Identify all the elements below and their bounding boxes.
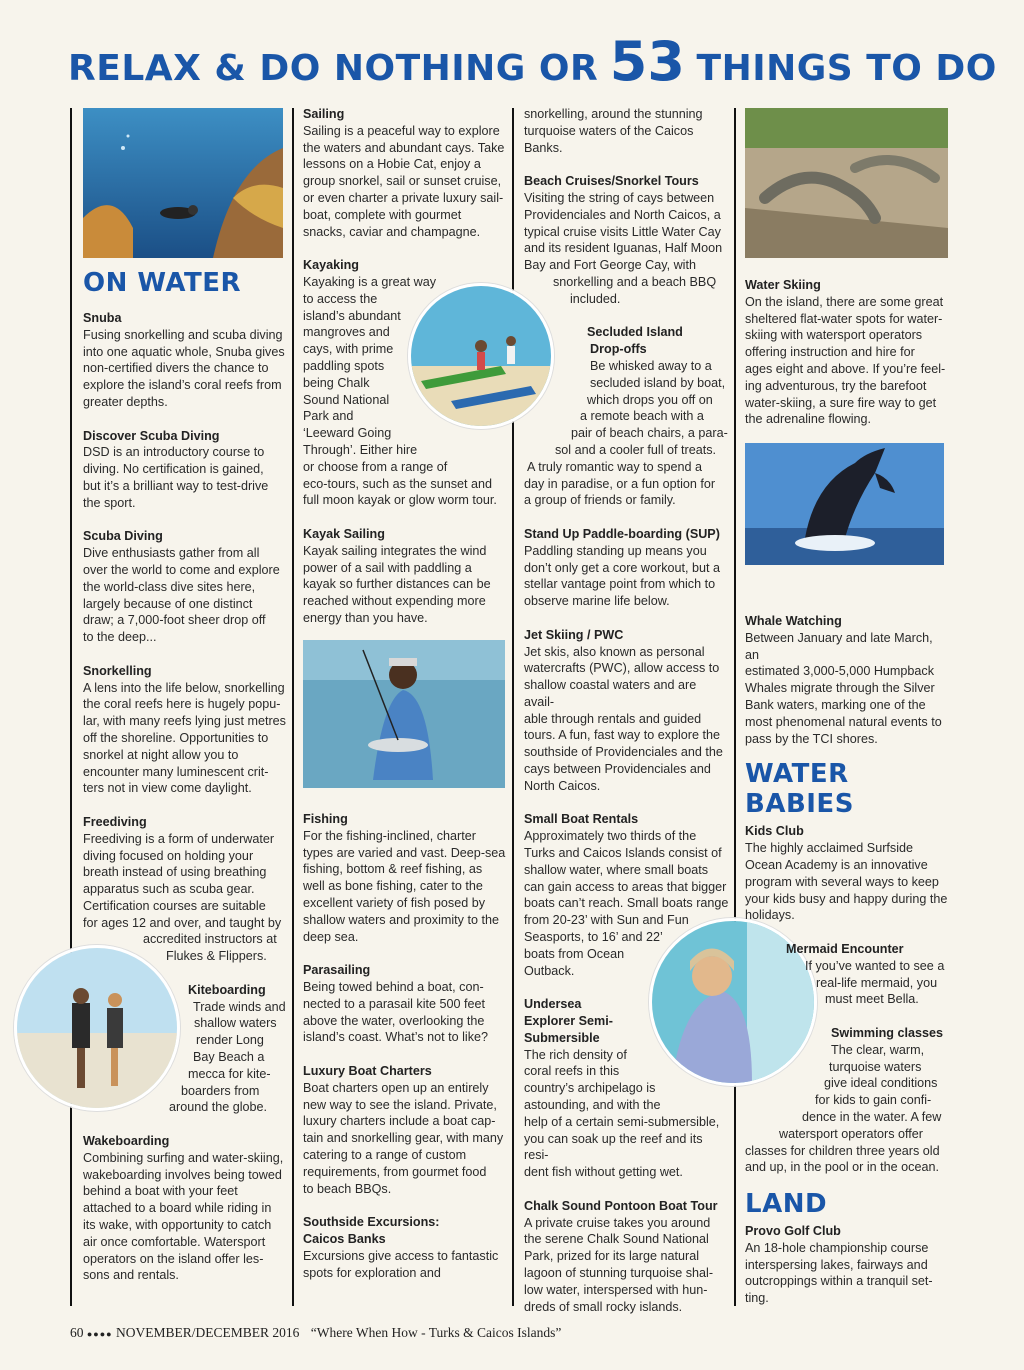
- snuba-heading: Snuba: [83, 311, 122, 325]
- kayaking-line: mangroves and: [303, 325, 390, 340]
- wakeboarding-line: Combining surfing and water-skiing,: [83, 1150, 284, 1165]
- article-water-skiing: [745, 277, 950, 428]
- waterski-line: the adrenaline flowing.: [745, 412, 872, 427]
- small-line: from 20-23’ with Sun and Fun: [524, 913, 689, 928]
- title-part2: THINGS TO DO: [696, 48, 997, 89]
- secluded-line: which drops you off on: [587, 392, 713, 407]
- freediving-line: Certification courses are suitable: [83, 898, 266, 913]
- section-land: LAND: [745, 1188, 828, 1219]
- section-water-babies: WATER BABIES: [745, 759, 854, 820]
- jetski-line: cays between Providenciales and: [524, 762, 711, 777]
- kiteboarding-line: render Long: [196, 1033, 264, 1048]
- secluded-line: pair of beach chairs, a para-: [571, 426, 728, 441]
- waterski-line: sheltered flat-water spots for water-: [745, 311, 943, 326]
- kayaking-line: Park and: [303, 409, 354, 424]
- kayak-sailing-line: reached without expending more: [303, 594, 486, 609]
- article-golf: [745, 1223, 950, 1307]
- undersea-line: coral reefs in this: [524, 1064, 620, 1079]
- dsd-heading: Discover Scuba Diving: [83, 428, 220, 443]
- freediving-line: Flukes & Flippers.: [166, 949, 267, 964]
- kiteboarding-line: mecca for kite-: [188, 1066, 271, 1081]
- jetski-line: able through rentals and guided: [524, 711, 702, 726]
- kayaking-line: being Chalk: [303, 375, 370, 390]
- column-rule-1: [70, 108, 72, 1306]
- golf-heading: Provo Golf Club: [745, 1223, 841, 1238]
- article-snuba: [83, 310, 288, 411]
- undersea-line: dent fish without getting wet.: [524, 1165, 683, 1180]
- snuba-line: non-certified divers the chance to: [83, 361, 269, 376]
- title-part1: RELAX & DO NOTHING OR: [68, 48, 599, 89]
- kayak-sailing-line: kayak so further distances can be: [303, 577, 491, 592]
- swim-line: for kids to gain confi-: [815, 1093, 932, 1108]
- snorkelling-line: lar, with many reefs lying just metres: [83, 714, 286, 729]
- kids-line: holidays.: [745, 908, 795, 923]
- snorkelling-line: A lens into the life below, snorkelling: [83, 680, 285, 695]
- chalk-line: low water, interspersed with hun-: [524, 1282, 708, 1297]
- luxury-line: luxury charters include a boat cap-: [303, 1114, 496, 1129]
- golf-line: ting.: [745, 1291, 769, 1306]
- wakeboarding-line: its wake, with opportunity to catch: [83, 1218, 272, 1233]
- article-caicos-cont: [524, 106, 729, 156]
- waterski-line: ing adventurous, try the barefoot: [745, 378, 927, 393]
- chalk-line: the serene Chalk Sound National: [524, 1232, 709, 1247]
- snuba-line: greater depths.: [83, 394, 168, 409]
- parasailing-line: island’s coast. What’s not to like?: [303, 1030, 489, 1045]
- whale-line: Whales migrate through the Silver: [745, 681, 935, 696]
- article-whale: [745, 613, 950, 747]
- article-kids-club: [745, 823, 950, 924]
- kids-heading: Kids Club: [745, 824, 804, 839]
- kids-line: program with several ways to keep: [745, 874, 939, 889]
- dsd-line: the sport.: [83, 495, 136, 510]
- fishing-line: well as bone fishing, cater to the: [303, 879, 483, 894]
- whale-photo: [745, 443, 944, 565]
- kayaking-line: paddling spots: [303, 358, 385, 373]
- parasailing-heading: Parasailing: [303, 963, 371, 978]
- swim-heading: Swimming classes: [831, 1025, 943, 1040]
- sailing-line: boat, complete with gourmet: [303, 207, 462, 222]
- column-2-lower: [303, 811, 508, 1298]
- kayaking-line: eco-tours, such as the sunset and: [303, 476, 493, 491]
- luxury-line: Boat charters open up an entirely: [303, 1080, 489, 1095]
- southside-line: spots for exploration and: [303, 1265, 441, 1280]
- scuba-diver-photo: [83, 108, 283, 258]
- freediving-heading: Freediving: [83, 814, 147, 829]
- section-on-water: ON WATER: [83, 268, 242, 298]
- kayaking-heading: Kayaking: [303, 258, 359, 273]
- article-snorkelling: [83, 663, 288, 797]
- small-heading: Small Boat Rentals: [524, 812, 639, 827]
- kayak-sailing-line: Kayak sailing integrates the wind: [303, 543, 487, 558]
- swim-line: turquoise waters: [829, 1059, 922, 1074]
- whale-heading: Whale Watching: [745, 614, 842, 628]
- kayaking-line: island’s abundant: [303, 308, 401, 323]
- jetski-line: watercrafts (PWC), allow access to: [524, 661, 720, 676]
- golf-line: outcroppings within a tranquil set-: [745, 1274, 933, 1289]
- title-number: 53: [609, 30, 685, 93]
- kayaking-line: cays, with prime: [303, 342, 394, 357]
- fishing-line: fishing, bottom & reef fishing, as: [303, 862, 483, 877]
- sailing-line: the waters and abundant cays. Take: [303, 140, 505, 155]
- page-footer: [70, 1325, 561, 1341]
- caicos-line: snorkelling, around the stunning: [524, 107, 703, 121]
- fishing-heading: Fishing: [303, 812, 348, 826]
- dsd-line: DSD is an introductory course to: [83, 445, 265, 460]
- waterski-line: On the island, there are some great: [745, 294, 944, 309]
- chalk-line: A private cruise takes you around: [524, 1215, 711, 1230]
- small-line: shallow water, where small boats: [524, 862, 709, 877]
- kayak-sailing-line: power of a sail with paddling a: [303, 560, 472, 575]
- article-scuba: [83, 528, 288, 646]
- secluded-line: secluded island by boat,: [590, 375, 726, 390]
- undersea-line: you can soak up the reef and its resi-: [524, 1131, 703, 1163]
- golf-line: interspersing lakes, fairways and: [745, 1257, 928, 1272]
- undersea-line: The rich density of: [524, 1047, 627, 1062]
- mermaid-line: real-life mermaid, you: [816, 975, 938, 990]
- kayak-sailing-heading: Kayak Sailing: [303, 526, 385, 541]
- snorkelling-heading: Snorkelling: [83, 663, 152, 678]
- column-2: [303, 106, 508, 644]
- swim-line: watersport operators offer: [779, 1126, 923, 1141]
- secluded-line: a remote beach with a: [580, 409, 704, 424]
- fishing-line: deep sea.: [303, 929, 359, 944]
- swim-line: The clear, warm,: [831, 1042, 925, 1057]
- article-wakeboarding: [83, 1133, 288, 1284]
- freediving-line: breath instead of using breathing: [83, 865, 267, 880]
- wakeboarding-line: wakeboarding involves being towed: [83, 1167, 282, 1182]
- chalk-heading: Chalk Sound Pontoon Boat Tour: [524, 1198, 718, 1213]
- beach-line: typical cruise visits Little Water Cay: [524, 224, 721, 239]
- kids-line: Ocean Academy is an innovative: [745, 857, 928, 872]
- page-title: [68, 30, 1018, 98]
- mermaid-line: If you’ve wanted to see a: [805, 958, 945, 973]
- secluded-line: a group of friends or family.: [524, 493, 676, 508]
- article-secluded: [524, 324, 729, 509]
- luxury-line: catering to a range of custom: [303, 1147, 467, 1162]
- snorkelling-line: snorkel at night allow you to: [83, 747, 239, 762]
- kiteboarding-line: Trade winds and: [193, 999, 286, 1014]
- undersea-line: country’s archipelago is: [524, 1081, 656, 1096]
- scuba-line: the world-class dive sites here,: [83, 579, 256, 594]
- freediving-line: accredited instructors at: [143, 932, 277, 947]
- sailing-line: Sailing is a peaceful way to explore: [303, 123, 500, 138]
- luxury-line: requirements, from gourmet food: [303, 1164, 487, 1179]
- jetski-line: shallow coastal waters and are avail-: [524, 678, 697, 709]
- fishing-line: excellent variety of fish posed by: [303, 895, 486, 910]
- footer-publication: “Where When How - Turks & Caicos Islands”: [310, 1325, 562, 1340]
- luxury-line: tain and snorkelling gear, with many: [303, 1131, 504, 1146]
- undersea-heading: Submersible: [524, 1030, 600, 1045]
- beach-line: Bay and Fort George Cay, with: [524, 258, 696, 273]
- kayaking-line: full moon kayak or glow worm tour.: [303, 493, 497, 508]
- freediving-line: diving focused on holding your: [83, 848, 254, 863]
- dsd-line: diving. No certification is gained,: [83, 462, 264, 477]
- article-southside: [303, 1214, 508, 1281]
- waterski-line: ages eight and above. If you’re feel-: [745, 361, 946, 376]
- column-4: [745, 277, 950, 445]
- golf-line: An 18-hole championship course: [745, 1240, 929, 1255]
- caicos-line: turquoise waters of the Caicos: [524, 123, 694, 138]
- chalk-line: lagoon of stunning turquoise shal-: [524, 1265, 714, 1280]
- scuba-line: over the world to come and explore: [83, 562, 280, 577]
- beach-line: Providenciales and North Caicos, a: [524, 207, 721, 222]
- parasailing-line: Being towed behind a boat, con-: [303, 979, 484, 994]
- undersea-heading: Undersea: [524, 997, 582, 1012]
- article-mermaid: [745, 941, 950, 1008]
- scuba-line: to the deep...: [83, 630, 157, 645]
- secluded-heading: Drop-offs: [590, 342, 647, 357]
- whale-line: pass by the TCI shores.: [745, 731, 878, 746]
- article-chalk-sound: [524, 1198, 729, 1316]
- article-small-boats: [524, 811, 729, 979]
- wakeboarding-line: operators on the island offer les-: [83, 1251, 264, 1266]
- whale-line: Bank waters, marking one of the: [745, 697, 926, 712]
- kayaking-line: to access the: [303, 291, 378, 306]
- article-kayak-sailing: [303, 526, 508, 627]
- scuba-line: largely because of one distinct: [83, 596, 253, 611]
- small-line: Approximately two thirds of the: [524, 829, 697, 844]
- kids-line: your kids busy and happy during the: [745, 891, 948, 906]
- beach-line: and its resident Iguanas, Half Moon: [524, 241, 723, 256]
- scuba-line: draw; a 7,000-foot sheer drop off: [83, 613, 266, 628]
- jetski-line: North Caicos.: [524, 778, 601, 793]
- small-line: boats from Ocean: [524, 946, 625, 961]
- undersea-heading: Explorer Semi-: [524, 1014, 613, 1029]
- kayaking-line: or choose from a range of: [303, 459, 448, 474]
- article-fishing: [303, 811, 508, 945]
- article-parasailing: [303, 962, 508, 1046]
- swim-line: dence in the water. A few: [802, 1109, 942, 1124]
- wakeboarding-line: attached to a board while riding in: [83, 1201, 272, 1216]
- chalk-line: Park, prized for its large natural: [524, 1249, 699, 1264]
- swim-line: classes for children three years old: [745, 1143, 940, 1158]
- dsd-line: but it’s a brilliant way to test-drive: [83, 478, 269, 493]
- fisherman-photo: [303, 640, 505, 788]
- kiteboarding-line: shallow waters: [194, 1016, 277, 1031]
- snuba-line: into one aquatic whole, Snuba gives: [83, 344, 285, 359]
- sailing-line: group snorkel, sail or sunset cruise,: [303, 174, 502, 189]
- southside-heading: Caicos Banks: [303, 1231, 386, 1246]
- small-line: can gain access to areas that bigger: [524, 879, 727, 894]
- wakeboarding-line: sons and rentals.: [83, 1268, 179, 1283]
- sup-line: observe marine life below.: [524, 594, 670, 609]
- kids-line: The highly acclaimed Surfside: [745, 841, 913, 856]
- column-rule-3: [512, 108, 514, 1306]
- small-line: Turks and Caicos Islands consist of: [524, 846, 722, 861]
- snorkelling-line: off the shoreline. Opportunities to: [83, 730, 269, 745]
- kiteboarding-line: around the globe.: [169, 1100, 268, 1115]
- undersea-line: help of a certain semi-submersible,: [524, 1114, 720, 1129]
- kayak-sailing-line: energy than you have.: [303, 610, 428, 625]
- secluded-heading: Secluded Island: [587, 325, 683, 340]
- article-dsd: [83, 428, 288, 512]
- wakeboarding-line: air once comfortable. Watersport: [83, 1234, 266, 1249]
- snuba-line: explore the island’s coral reefs from: [83, 378, 282, 393]
- beach-heading: Beach Cruises/Snorkel Tours: [524, 174, 699, 189]
- article-freediving: [83, 814, 288, 965]
- article-beach-cruises: [524, 173, 729, 307]
- mermaid-heading: Mermaid Encounter: [786, 941, 904, 956]
- parasailing-line: nected to a parasail kite 500 feet: [303, 996, 486, 1011]
- kiteboarding-line: Bay Beach a: [193, 1050, 265, 1065]
- column-3: [524, 106, 729, 1332]
- luxury-line: new way to see the island. Private,: [303, 1097, 497, 1112]
- chalk-line: dreds of small rocky islands.: [524, 1299, 683, 1314]
- fishing-line: shallow waters and proximity to the: [303, 912, 499, 927]
- waterski-line: skiing with watersport operators: [745, 328, 923, 343]
- footer-issue: NOVEMBER/DECEMBER 2016: [116, 1325, 300, 1340]
- beach-line: included.: [570, 291, 621, 306]
- article-sailing: [303, 106, 508, 240]
- freediving-line: apparatus such as scuba gear.: [83, 882, 255, 897]
- sup-line: Paddling standing up means you: [524, 543, 707, 558]
- article-luxury: [303, 1063, 508, 1197]
- article-kiteboarding: [83, 982, 288, 1116]
- waterski-line: water-skiing, a sure fire way to get: [745, 395, 937, 410]
- article-kayaking: [303, 257, 508, 509]
- jetski-line: southside of Providenciales and the: [524, 745, 723, 760]
- secluded-line: day in paradise, or a fun option for: [524, 476, 716, 491]
- column-rule-4: [734, 108, 736, 1306]
- parasailing-line: above the water, overlooking the: [303, 1013, 485, 1028]
- southside-line: Excursions give access to fantastic: [303, 1248, 499, 1263]
- secluded-line: A truly romantic way to spend a: [527, 459, 702, 474]
- mermaid-line: must meet Bella.: [825, 992, 919, 1007]
- kayaking-line: Kayaking is a great way: [303, 274, 437, 289]
- column-rule-2: [292, 108, 294, 1306]
- sailing-line: snacks, caviar and champagne.: [303, 224, 481, 239]
- fishing-line: types are varied and vast. Deep-sea: [303, 845, 506, 860]
- luxury-line: to beach BBQs.: [303, 1181, 392, 1196]
- wakeboarding-heading: Wakeboarding: [83, 1134, 170, 1149]
- waterski-line: offering instruction and hire for: [745, 345, 915, 360]
- secluded-line: sol and a cooler full of treats.: [555, 442, 717, 457]
- sup-line: don’t only get a core workout, but a: [524, 560, 721, 575]
- beach-line: snorkelling and a beach BBQ: [553, 274, 717, 289]
- kayaking-line: ‘Leeward Going: [303, 426, 392, 441]
- kayaking-line: Sound National: [303, 392, 390, 407]
- iguanas-photo: [745, 108, 948, 258]
- scuba-heading: Scuba Diving: [83, 529, 163, 544]
- small-line: Outback.: [524, 963, 575, 978]
- secluded-line: Be whisked away to a: [590, 358, 712, 373]
- waterski-heading: Water Skiing: [745, 278, 821, 292]
- caicos-line: Banks.: [524, 140, 563, 155]
- swim-line: and up, in the pool or in the ocean.: [745, 1160, 939, 1175]
- whale-line: most phenomenal natural events to: [745, 714, 942, 729]
- footer-dots: ●●●●: [86, 1329, 113, 1339]
- jetski-line: Jet skis, also known as personal: [524, 644, 705, 659]
- fishing-line: For the fishing-inclined, charter: [303, 828, 476, 843]
- kiteboarding-line: boarders from: [181, 1083, 260, 1098]
- small-line: Seasports, to 16’ and 22’: [524, 930, 663, 945]
- wakeboarding-line: behind a boat with your feet: [83, 1184, 238, 1199]
- snorkelling-line: ters not in view come daylight.: [83, 781, 252, 796]
- whale-line: estimated 3,000-5,000 Humpback: [745, 664, 935, 679]
- snorkelling-line: encounter many luminescent crit-: [83, 764, 269, 779]
- column-4-lower: [745, 613, 950, 1324]
- article-jetski: [524, 627, 729, 795]
- article-sup: [524, 526, 729, 610]
- column-1: [83, 268, 288, 1301]
- snorkelling-line: the coral reefs here is hugely popu-: [83, 697, 281, 712]
- freediving-line: for ages 12 and over, and taught by: [83, 915, 282, 930]
- jetski-line: tours. A fun, fast way to explore the: [524, 728, 721, 743]
- jetski-heading: Jet Skiing / PWC: [524, 627, 624, 642]
- sailing-line: lessons on a Hobie Cat, enjoy a: [303, 157, 481, 172]
- luxury-heading: Luxury Boat Charters: [303, 1063, 432, 1078]
- sailing-heading: Sailing: [303, 107, 345, 121]
- freediving-line: Freediving is a form of underwater: [83, 831, 275, 846]
- page-number: 60: [70, 1325, 84, 1340]
- sup-line: stellar vantage point from which to: [524, 577, 716, 592]
- scuba-line: Dive enthusiasts gather from all: [83, 546, 260, 561]
- kayaking-line: Through’. Either hire: [303, 442, 418, 457]
- undersea-line: astounding, and with the: [524, 1098, 661, 1113]
- small-line: boats can’t reach. Small boats range: [524, 896, 729, 911]
- swim-line: give ideal conditions: [824, 1076, 938, 1091]
- southside-heading: Southside Excursions:: [303, 1215, 440, 1230]
- article-undersea: [524, 996, 729, 1181]
- sup-heading: Stand Up Paddle-boarding (SUP): [524, 526, 720, 541]
- snuba-line: Fusing snorkelling and scuba diving: [83, 327, 283, 342]
- kiteboarding-heading: Kiteboarding: [188, 982, 266, 997]
- beach-line: Visiting the string of cays between: [524, 190, 715, 205]
- whale-line: Between January and late March, an: [745, 630, 933, 662]
- sailing-line: or even charter a private luxury sail-: [303, 190, 504, 205]
- article-swimming: [745, 1025, 950, 1176]
